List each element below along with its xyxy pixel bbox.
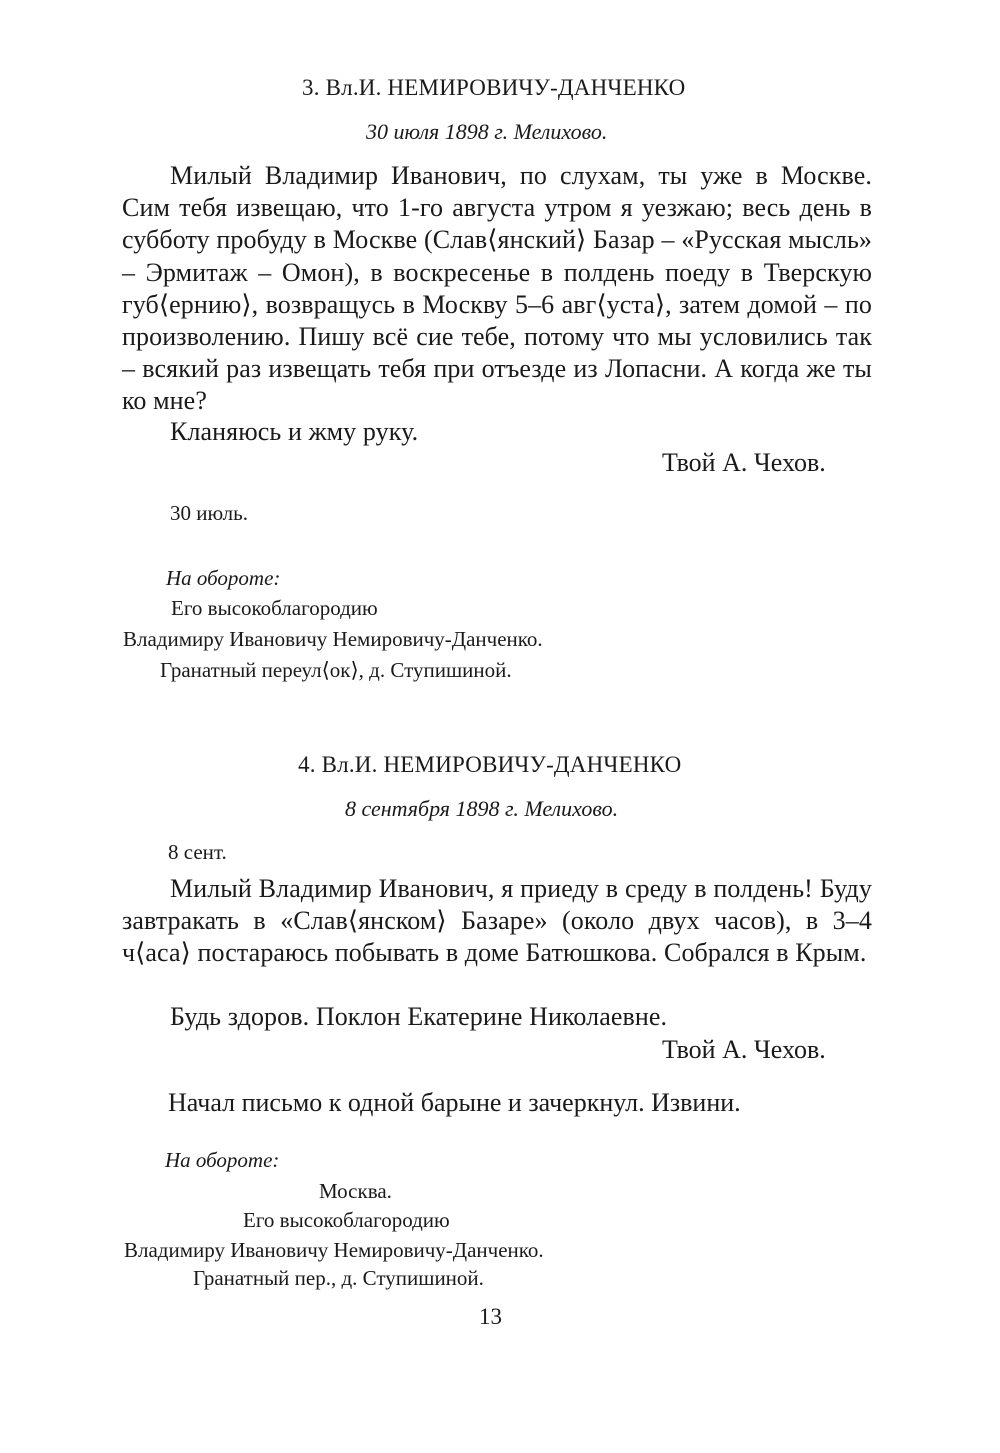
letter3-paragraph-1: Милый Владимир Иванович, по слухам, ты уже в Москве. Сим тебя извещаю, что 1-го августа утром я уезжаю; весь день в субботу пробуду в Москве (Слав⟨янский⟩ Базар – «Русская мысль» – Эрмитаж – Омон), в воскресенье в полдень поеду в Тверскую губ⟨ернию⟩, возвращусь в Москву 5–6 авг⟨уста⟩, затем домой – по произволению. Пишу всё сие тебе, потому что мы условились так – всякий раз извещать тебя при отъезде из Лопасни. А когда же ты ко мне?: [122, 161, 872, 416]
letter4-address-line-3: Владимиру Ивановичу Немировичу-Данченко.: [124, 1238, 544, 1262]
letter4-signature: Твой А. Чехов.: [662, 1035, 826, 1064]
letter3-address-line-3: Гранатный переул⟨ок⟩, д. Ступишиной.: [160, 658, 512, 682]
letter4-paragraph-1: Милый Владимир Иванович, я приеду в среду в полдень! Буду завтракать в «Слав⟨янском⟩ Базаре» (около двух часов), в 3–4 ч⟨аса⟩ постараюсь побывать в доме Батюшкова. Собрался в Крым.: [122, 874, 872, 968]
letter3-dateline: 30 июля 1898 г. Мелихово.: [366, 119, 608, 144]
letter3-signature: Твой А. Чехов.: [662, 448, 826, 477]
letter4-date-note: 8 сент.: [168, 840, 227, 864]
letter3-paragraph-2: Кланяюсь и жму руку.: [170, 417, 419, 446]
letter4-address-line-2: Его высокоблагородию: [243, 1208, 450, 1232]
letter4-dateline: 8 сентября 1898 г. Мелихово.: [345, 796, 619, 821]
letter3-date-note: 30 июль.: [170, 501, 248, 525]
letter4-address-line-4: Гранатный пер., д. Ступишиной.: [193, 1266, 484, 1290]
page-number: 13: [479, 1304, 502, 1329]
letter3-heading: 3. Вл.И. НЕМИРОВИЧУ-ДАНЧЕНКО: [302, 75, 686, 100]
letter4-paragraph-2: Будь здоров. Поклон Екатерине Николаевне.: [170, 1002, 668, 1031]
letter4-address-line-1: Москва.: [319, 1179, 392, 1203]
letter4-heading: 4. Вл.И. НЕМИРОВИЧУ-ДАНЧЕНКО: [298, 752, 682, 777]
letter3-address-line-1: Его высокоблагородию: [171, 596, 378, 620]
letter4-reverse-label: На обороте:: [165, 1148, 280, 1172]
letter4-postscript: Начал письмо к одной барыне и зачеркнул. Извини.: [168, 1088, 741, 1117]
letter3-reverse-label: На обороте:: [166, 566, 281, 590]
letter3-address-line-2: Владимиру Ивановичу Немировичу-Данченко.: [123, 627, 543, 651]
